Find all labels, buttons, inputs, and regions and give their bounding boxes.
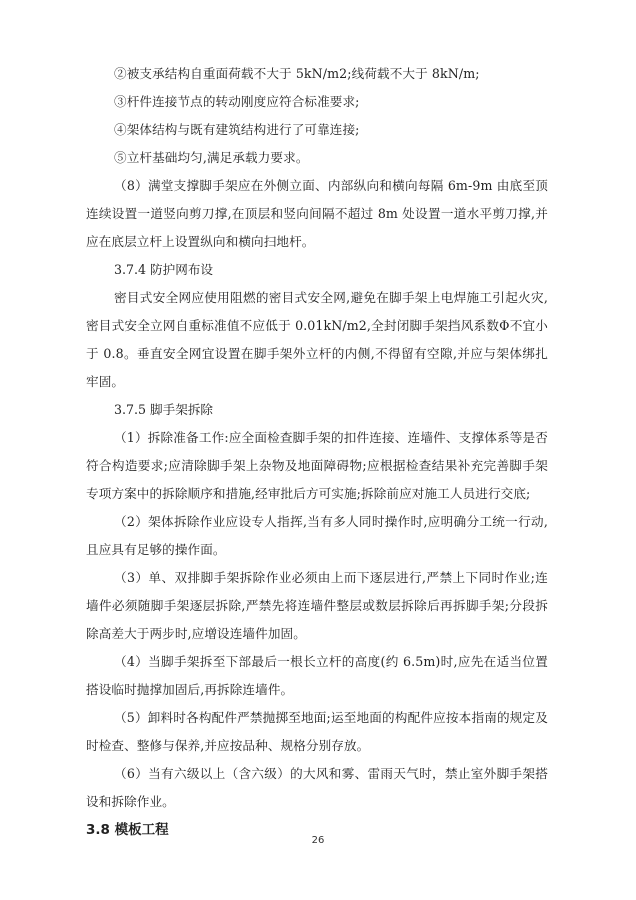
page-number: 26 (311, 835, 325, 846)
item-8-full-support-bracing: （8）满堂支撑脚手架应在外侧立面、内部纵向和横向每隔 6m-9m 由底至顶连续设置一道竖向剪刀撑,在顶层和竖向间隔不超过 8m 处设置一道水平剪刀撑,并应在底层立杆上设置纵向和横向扫地杆。 (86, 178, 548, 249)
removal-item-4: （4）当脚手架拆至下部最后一根长立杆的高度(约 6.5m)时,应先在适当位置搭设临时抛撑加固后,再拆除连墙件。 (86, 654, 548, 697)
removal-item-1: （1）拆除准备工作:应全面检查脚手架的扣件连接、连墙件、支撑体系等是否符合构造要求;应清除脚手架上杂物及地面障碍物;应根据检查结果补充完善脚手架专项方案中的拆除顺序和措施,经审批后方可实施;拆除前应对施工人员进行交底; (86, 430, 548, 501)
removal-item-6: （6）当有六级以上（含六级）的大风和雾、雷雨天气时，禁止室外脚手架搭设和拆除作业。 (86, 766, 548, 809)
item-2-load-limit: ②被支承结构自重面荷载不大于 5kN/m2;线荷载不大于 8kN/m; (114, 66, 480, 81)
removal-item-5: （5）卸料时各构配件严禁抛掷至地面;运至地面的构配件应按本指南的规定及时检查、整修与保养,并应按品种、规格分别存放。 (86, 710, 548, 753)
section-3-8-heading: 3.8 模板工程 (86, 822, 169, 838)
item-4-frame-connection: ④架体结构与既有建筑结构进行了可靠连接; (114, 122, 360, 137)
page-body (86, 60, 548, 844)
item-5-foundation: ⑤立杆基础均匀,满足承载力要求。 (114, 150, 309, 165)
item-3-joint-stiffness: ③杆件连接节点的转动刚度应符合标准要求; (114, 94, 360, 109)
section-3-7-4-body: 密目式安全网应使用阻燃的密目式安全网,避免在脚手架上电焊施工引起火灾,密目式安全立网自重标准值不应低于 0.01kN/m2,全封闭脚手架挡风系数Φ不宜小于 0.8。垂直安全网宜设置在脚手架外立杆的内侧,不得留有空隙,并应与架体绑扎牢固。 (86, 290, 548, 389)
removal-item-3: （3）单、双排脚手架拆除作业必须由上而下逐层进行,严禁上下同时作业;连墙件必须随脚手架逐层拆除,严禁先将连墙件整层或数层拆除后再拆脚手架;分段拆除高差大于两步时,应增设连墙件加固。 (86, 570, 548, 641)
removal-item-2: （2）架体拆除作业应设专人指挥,当有多人同时操作时,应明确分工统一行动,且应具有足够的操作面。 (86, 514, 548, 557)
section-3-7-4-heading: 3.7.4 防护网布设 (114, 262, 214, 277)
section-3-7-5-heading: 3.7.5 脚手架拆除 (114, 402, 214, 417)
